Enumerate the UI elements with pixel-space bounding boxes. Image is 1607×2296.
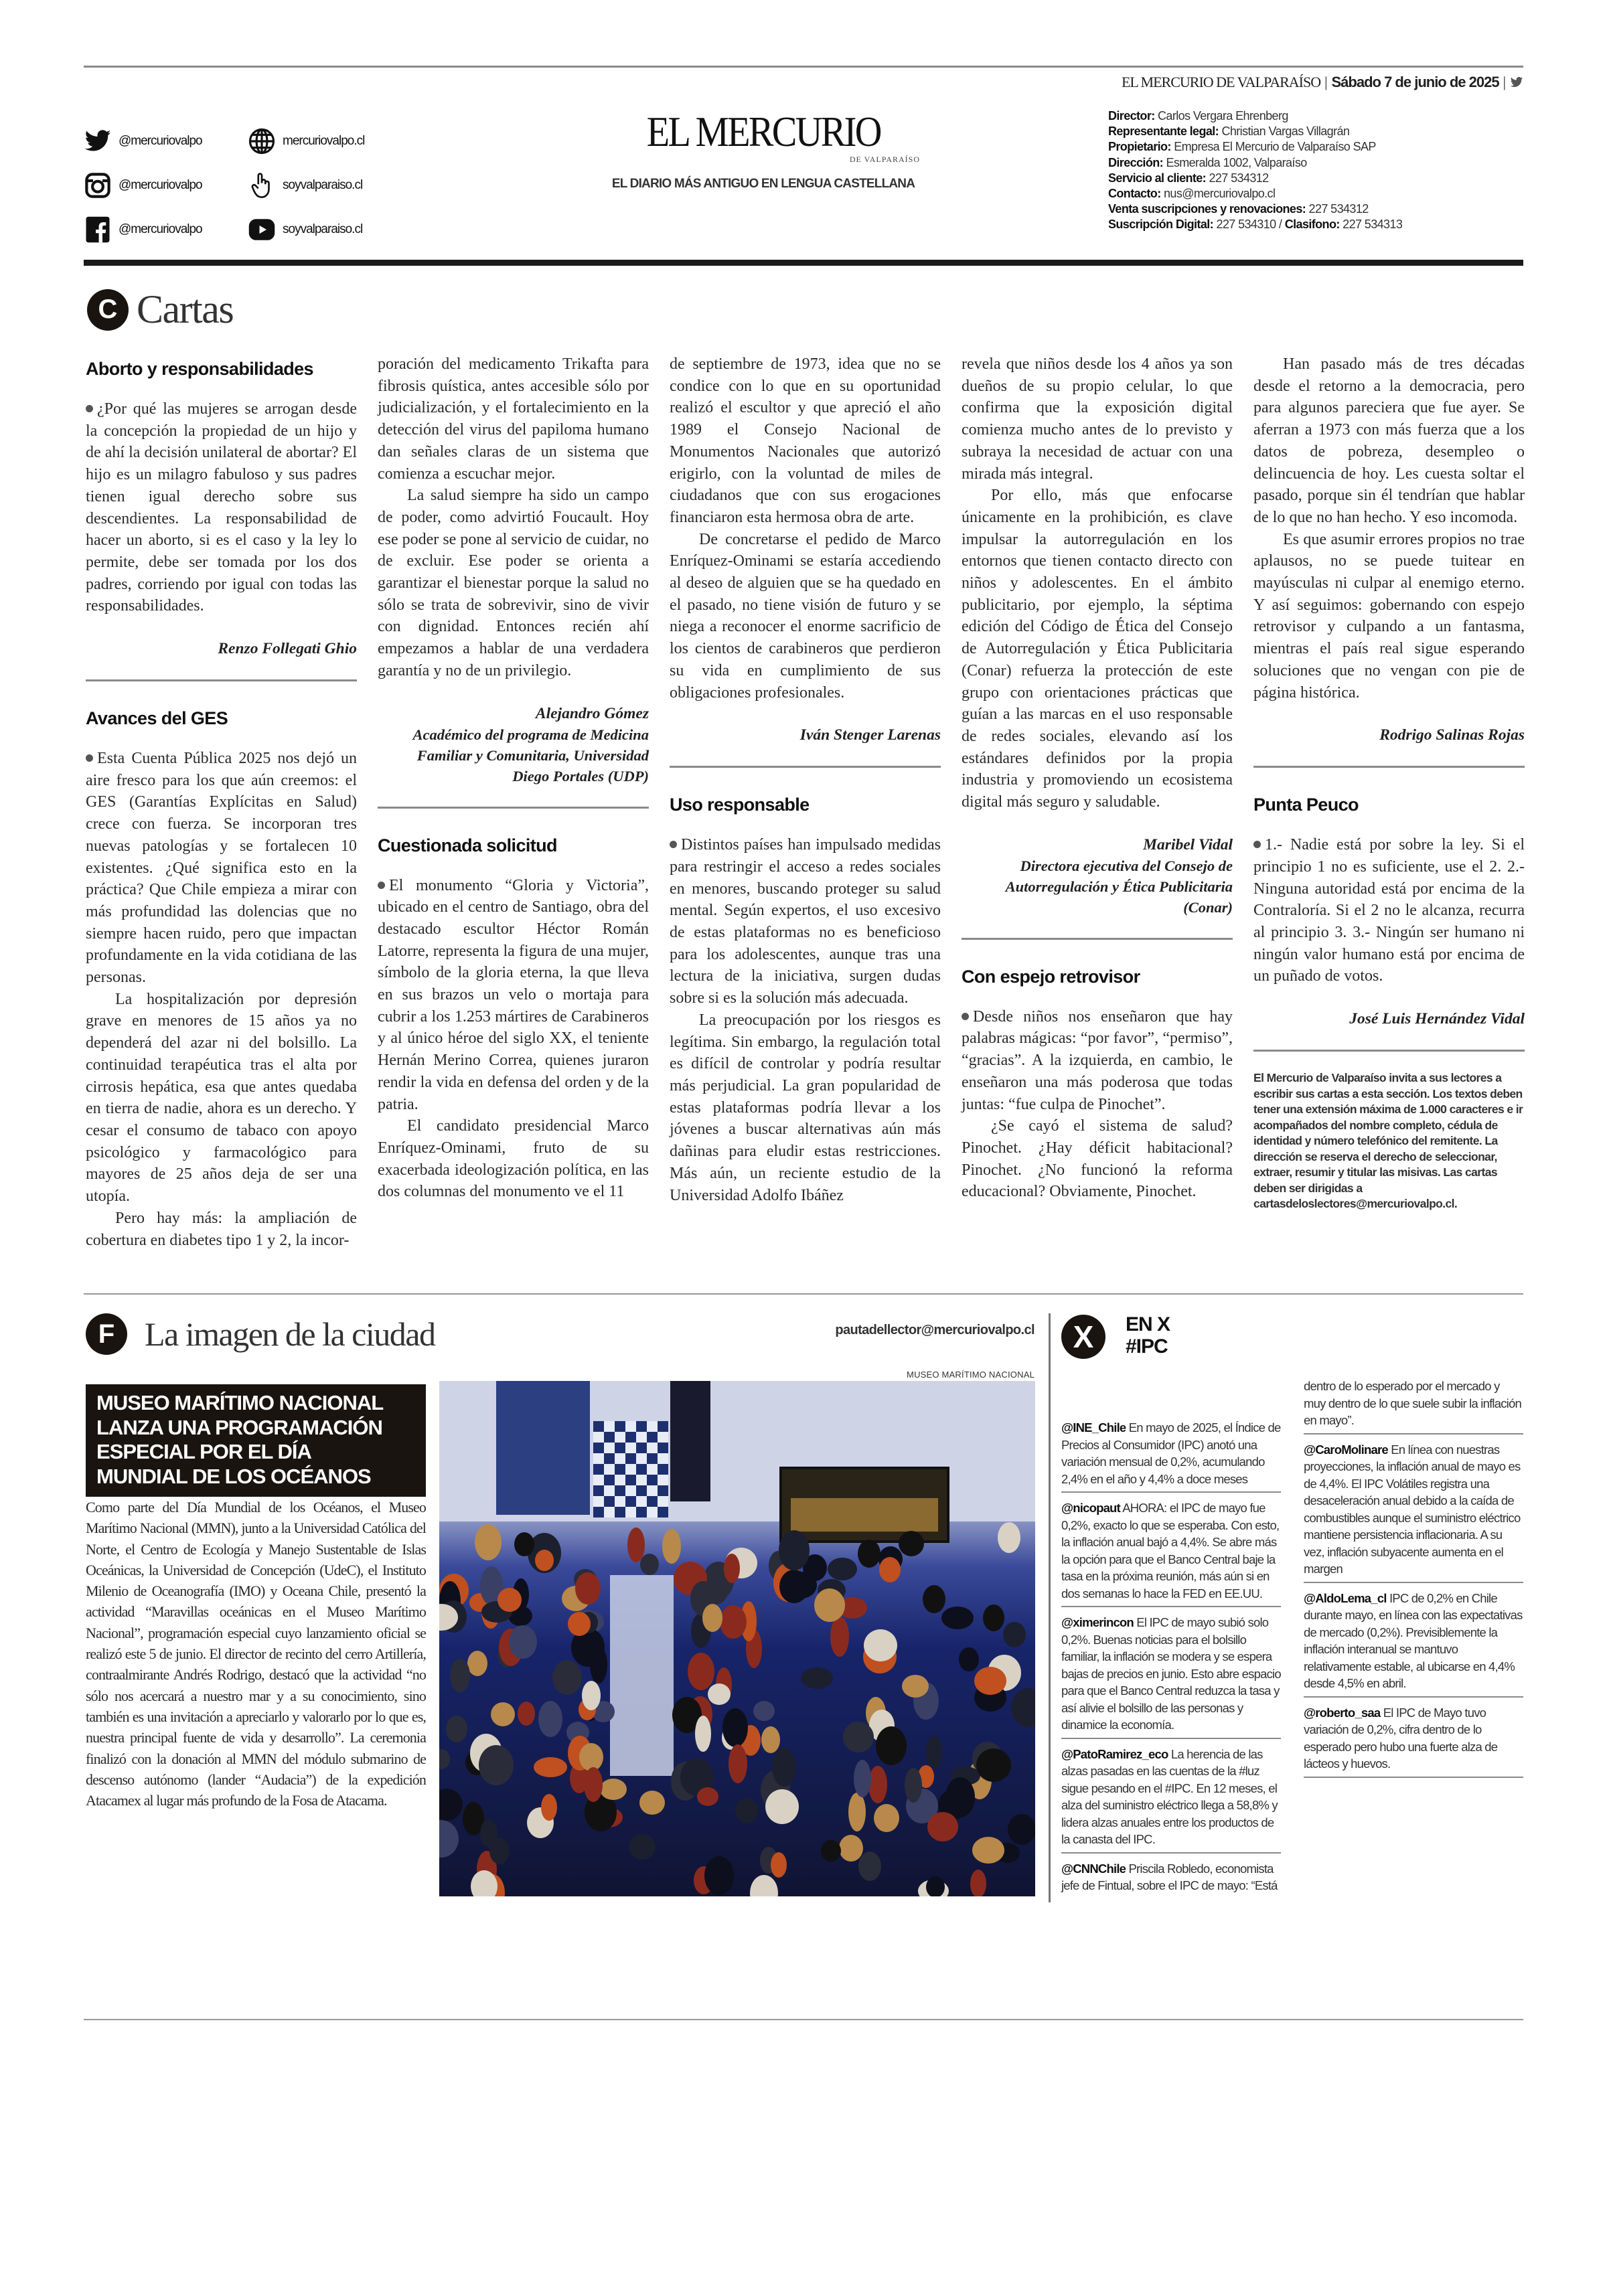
tweet-text: En línea con nuestras proyecciones, la inflación anual de mayo es de 4,4%. El IPC Volátiles registra una desaceleración anual debido a la caída de combustibles aunque el suministro eléctrico mantiene persistencia inflacionaria. A su vez, inflación subyacente aumenta en el margen — [1304, 1442, 1521, 1576]
author-name: José Luis Hernández Vidal — [1349, 1010, 1525, 1028]
masthead-line — [1108, 186, 1402, 201]
photo-banner — [496, 1381, 590, 1515]
tweet-text: El IPC de Mayo tuvo variación de 0,2%, cifra dentro de lo esperado pero hubo una fuerte alza de lácteos y huevos. — [1304, 1705, 1498, 1771]
masthead-value: 227 534313 — [1343, 218, 1403, 232]
twitter-link[interactable] — [84, 127, 202, 155]
tweet — [1061, 1611, 1281, 1739]
facebook-icon — [84, 216, 112, 244]
en-x-hashtag: #IPC — [1126, 1335, 1168, 1358]
masthead-value: Esmeralda 1002, Valparaíso — [1166, 155, 1307, 169]
masthead-label: Servicio al cliente: — [1108, 171, 1207, 185]
top-rule — [84, 66, 1523, 68]
letter-paragraph: La preocupación por los riesgos es legítima. Sin embargo, la regulación total es difícil de controlar y podría resultar más perjudicial. La gran popularidad de estas plataformas podría llevar a los jóvenes a buscar alternativas aún más dañinas para eludir estas restricciones. Más aún, un reciente estudio de la Universidad Adolfo Ibáñez — [670, 1011, 941, 1204]
letter-signature — [1253, 1009, 1525, 1030]
letter-paragraph: La salud siempre ha sido un campo de poder, como advirtió Foucault. Hoy ese poder se pone al servicio de cuidar, no de excluir. Ese poder se orienta a garantizar el bienestar porque la salud no sólo se trata de sobrevivir, sino de vivir con dignidad. Entonces recién ahí empezamos a hablar de una verdadera garantía y no de un privilegio. — [378, 487, 649, 679]
tweet-handle[interactable]: @AldoLema_cl — [1304, 1590, 1387, 1605]
masthead-value: Carlos Vergara Ehrenberg — [1158, 109, 1288, 122]
letter-paragraph: ¿Se cayó el sistema de salud? Pinochet. ¿Hay déficit habitacional? Pinochet. ¿No funcionó la reforma educacional? Obviamente, Pinochet. — [962, 1117, 1233, 1201]
dateline-date: Sábado 7 de junio de 2025 — [1331, 74, 1499, 90]
instagram-icon — [84, 171, 112, 199]
instagram-link[interactable] — [84, 171, 202, 199]
letter-paragraph: Esta Cuenta Pública 2025 nos dejó un aire fresco para los que aún creemos: el GES (Garantías Explícitas en Salud) crece con fuerza. Se incorporan tres nuevas patologías y se fortalecen 10 existentes. ¿Qué significa esto en la práctica? Que Chile empieza a mirar con más profundidad las dolencias que no siempre hacen ruido, pero que impactan profundamente en la vida cotidiana de las personas. — [86, 748, 357, 989]
masthead-value: 227 534310 / — [1216, 218, 1282, 232]
letter-title: Cuestionada solicitud — [378, 835, 557, 855]
letter-signature — [1253, 725, 1525, 746]
logo-subtitle: DE VALPARAÍSO — [849, 155, 920, 164]
masthead-label: Propietario: — [1108, 140, 1171, 154]
youtube-link[interactable] — [248, 216, 362, 244]
museum-event-photo — [439, 1381, 1035, 1896]
letter-title: Uso responsable — [670, 795, 810, 815]
masthead-value: 227 534312 — [1209, 171, 1269, 185]
letter-signature — [86, 639, 357, 659]
masthead-line — [1108, 155, 1402, 171]
tweet — [1061, 1497, 1281, 1607]
letter-paragraph: De concretarse el pedido de Marco Enríquez-Ominami se estaría accediendo al deseo de alguien que se ha quedado en el pasado, no tiene visión de futuro y se niega a reconocer el enorme sacrificio de los cientos de carabineros que perdieron su vida en cumplimiento de sus obligaciones profesionales. — [670, 530, 941, 702]
author-name: Alejandro Gómez — [535, 704, 649, 722]
tweet — [1304, 1439, 1523, 1583]
hand-pointer-icon — [248, 171, 276, 199]
soyvalparaiso-link[interactable] — [248, 171, 362, 199]
letter-paragraph: El candidato presidencial Marco Enríquez-Ominami, fruto de su exacerbada ideologización política, en las dos columnas del monumento ve el 11 — [378, 1117, 649, 1201]
author-name: Rodrigo Salinas Rojas — [1379, 726, 1525, 744]
tweet — [1304, 1702, 1523, 1778]
letters-column — [1253, 353, 1525, 1212]
globe-icon — [248, 127, 276, 155]
masthead-label: Director: — [1108, 109, 1155, 122]
headline-line: ESPECIAL POR EL DÍA — [96, 1440, 311, 1463]
letter-paragraph: El monumento “Gloria y Victoria”, ubicado en el centro de Santiago, obra del destacado escultor Héctor Román Latorre, representa la figura de una mujer, símbolo de la gloria eterna, la que lleva en sus brazos un velo o mortaja para cubrir a los 1.253 mártires de Carabineros y al único héroe del siglo XX, el teniente Hernán Merino Correa, quienes juraron rendir la vida en defensa del orden y de la patria. — [378, 875, 649, 1116]
masthead-value: Empresa El Mercurio de Valparaíso SAP — [1174, 140, 1376, 154]
tweet-handle[interactable]: @PatoRamirez_eco — [1061, 1746, 1168, 1761]
photo-ship-model — [791, 1498, 938, 1532]
masthead-label: Venta suscripciones y renovaciones: — [1108, 202, 1306, 216]
tweet-handle[interactable]: @roberto_saa — [1304, 1705, 1381, 1720]
letter-title: Aborto y responsabilidades — [86, 359, 313, 379]
museum-article-body: Como parte del Día Mundial de los Océanos, el Museo Marítimo Nacional (MMN), junto a la Universidad Católica del Norte, el Centro de Ecología y Manejo Sustentable de Islas Oceánicas, la Universidad de Concepción (UdeC), el Instituto Milenio de Oceanografía (IMO) y Oceana Chile, presentó la actividad “Maravillas oceánicas en el Museo Marítimo Nacional”, programación especial cuyo lanzamiento oficial se realizó este 5 de junio. El director de recinto del cerro Artillería, contraalmirante Andrés Rodrigo, destacó que la actividad “no sólo nos acercará a nuestro mar y a su conocimiento, sino también es una invitación a apreciarlo y valorarlo por lo que es, nuestra principal fuente de vida y desarrollo”. La ceremonia finalizó con la donación al MMN del módulo submarino de descenso autónomo (lander “Audacia”) de la expedición Atacamex al lugar más profundo de la Fosa de Atacama. — [86, 1499, 426, 1809]
letter-paragraph: Desde niños nos enseñaron que hay palabras mágicas: “por favor”, “permiso”, “gracias”. A la izquierda, en cambio, le enseñaron una más poderosa que todas juntas: “fue culpa de Pinochet”. — [962, 1006, 1233, 1116]
author-name: Maribel Vidal — [1143, 835, 1233, 853]
letter-paragraph: de septiembre de 1973, idea que no se condice con lo que en su oportunidad realizó el escultor y que apreció el año 1989 el Consejo Nacional de Monumentos Nacionales que autorizó erigirlo, con la voluntad de miles de ciudadanos que con sus erogaciones financiaron esta hermosa obra de arte. — [670, 355, 941, 526]
en-x-header — [1061, 1313, 1170, 1359]
letter-paragraph: 1.- Nadie está por sobre la ley. Si el principio 1 no es suficiente, use el 2. 2.- Ninguna autoridad está por encima de la Contraloría. Si el 2 no le alcanza, recurra al principio 3. 3.- Ningún ser humano ni ningún valor humano está por encima de un puñado de votos. — [1253, 834, 1525, 987]
letter-title: Punta Peuco — [1253, 795, 1359, 815]
social-label: @mercuriovalpo — [119, 178, 202, 192]
masthead-label: Representante legal: — [1108, 125, 1219, 139]
headline-line: MUNDIAL DE LOS OCÉANOS — [96, 1464, 371, 1488]
contact-email[interactable]: nus@mercuriovalpo.cl — [1164, 187, 1276, 201]
masthead-label: Suscripción Digital: — [1108, 218, 1214, 232]
masthead-label: Clasifono: — [1284, 218, 1340, 232]
masthead-line — [1108, 201, 1402, 217]
author-name: Iván Stenger Larenas — [799, 726, 941, 744]
author-affiliation: Académico del programa de Medicina Familiar y Comunitaria, Universidad Diego Portales (UDP) — [412, 726, 649, 785]
letter-divider — [1253, 1050, 1525, 1052]
letter-divider — [670, 766, 941, 768]
social-label: @mercuriovalpo — [119, 134, 202, 148]
logo-title: EL MERCURIO — [646, 108, 881, 155]
tweet — [1304, 1587, 1523, 1698]
separator: | — [1503, 74, 1506, 90]
letters-submission-note: El Mercurio de Valparaíso invita a sus lectores a escribir sus cartas a esta sección. Los textos deben tener una extensión máxima de 1.000 caracteres e ir acompañados del nombre completo, cédula de identidad y número telefónico del remitente. La dirección se reserva el derecho de seleccionar, extraer, resumir y titular las misivas. Las cartas deben ser dirigidas a cartasdeloslectores@mercuriovalpo.cl. — [1253, 1071, 1523, 1211]
section-letter-icon: C — [87, 289, 129, 331]
bottom-rule — [84, 2019, 1523, 2020]
author-affiliation: Directora ejecutiva del Consejo de Autorregulación y Ética Publicitaria (Conar) — [1005, 857, 1233, 916]
header-rule — [84, 260, 1523, 266]
column-divider — [1049, 1313, 1051, 1902]
tweet-text: IPC de 0,2% en Chile durante mayo, en línea con las expectativas de mercado (0,2%). Previsiblemente la inflación interanual se mantuvo relativamente estable, al ubicarse en 4,4% desde 4,5% en abril. — [1304, 1590, 1523, 1690]
tweet-text: Priscila Robledo, economista jefe de Fintual, sobre el IPC de mayo: “Está dentro de lo esperado por el mercado y muy dentro de lo que suele subir la inflación en mayo”. — [1061, 1379, 1521, 1892]
letter-title: Con espejo retrovisor — [962, 966, 1140, 987]
twitter-icon — [84, 127, 112, 155]
facebook-link[interactable] — [84, 216, 202, 244]
tagline: EL DIARIO MÁS ANTIGUO EN LENGUA CASTELLANA — [611, 177, 915, 191]
letter-divider — [378, 807, 649, 809]
letters-column — [86, 353, 357, 1251]
letter-paragraph: Pero hay más: la ampliación de cobertura en diabetes tipo 1 y 2, la incor- — [86, 1209, 357, 1249]
section-title: Cartas — [137, 287, 234, 331]
tweets-list — [1061, 1378, 1523, 1906]
tweet-handle[interactable]: @CaroMolinare — [1304, 1442, 1388, 1457]
author-name: Renzo Follegati Ghio — [218, 640, 357, 658]
imagen-section-header — [86, 1313, 435, 1355]
social-label: mercuriovalpo.cl — [283, 134, 365, 148]
headline-line: LANZA UNA PROGRAMACIÓN — [96, 1415, 382, 1439]
masthead-value: 227 534312 — [1308, 202, 1369, 216]
letter-signature — [962, 835, 1233, 918]
letter-paragraph: Han pasado más de tres décadas desde el retorno a la democracia, pero para algunos pareciera que fue ayer. Se aferran a 1973 con más fuerza que a los datos de pobreza, desempleo o delincuencia de hoy. Les cuesta soltar el pasado, porque sin él tendrían que hablar de lo que no han hecho. Y eso incomoda. — [1253, 355, 1525, 526]
section-title: La imagen de la ciudad — [145, 1315, 435, 1353]
cartas-section-header — [87, 286, 233, 333]
tweet-handle[interactable]: @ximerincon — [1061, 1615, 1134, 1629]
headline-line: MUSEO MARÍTIMO NACIONAL — [96, 1391, 384, 1414]
masthead-line — [1108, 217, 1402, 232]
section-letter-icon: F — [86, 1313, 127, 1355]
photo-scene — [439, 1381, 1035, 1896]
social-label: soyvalparaiso.cl — [283, 222, 363, 236]
photo-lander — [610, 1575, 674, 1776]
letter-paragraph: Es que asumir errores propios no trae aplausos, no se puede tuitear en mayúsculas ni culpar al enemigo eterno. Y así seguimos: gobernando con espejo retrovisor y culpando a un fantasma, mientras el país real sigue esperando soluciones que no vengan con pie de página histórica. — [1253, 530, 1525, 702]
letters-column — [962, 353, 1233, 1203]
photo-crowd — [439, 1522, 1035, 1896]
letter-divider — [86, 679, 357, 681]
letter-divider — [962, 938, 1233, 940]
dateline-paper-name: EL MERCURIO DE VALPARAÍSO — [1121, 74, 1321, 90]
social-label: soyvalparaiso.cl — [283, 178, 363, 192]
newspaper-logo — [603, 108, 924, 164]
tweet-handle[interactable]: @nicopaut — [1061, 1501, 1120, 1515]
letter-signature — [378, 704, 649, 787]
photo-backdrop — [593, 1421, 668, 1518]
masthead-line — [1108, 139, 1402, 155]
letters-column — [378, 353, 649, 1203]
dateline — [1122, 74, 1523, 91]
masthead-line — [1108, 108, 1402, 124]
masthead-value: Christian Vargas Villagrán — [1221, 125, 1350, 139]
en-x-title — [1126, 1313, 1170, 1358]
youtube-icon — [248, 216, 276, 244]
letter-paragraph: poración del medicamento Trikafta para fibrosis quística, antes accesible sólo por judicialización, y el fortalecimiento en la detección del virus del papiloma humano dan señales claras de un sistema que comienza a escuchar mejor. — [378, 355, 649, 483]
museum-headline — [86, 1384, 426, 1497]
letter-paragraph: ¿Por qué las mujeres se arrogan desde la concepción la propiedad de un hijo y de ahí la decisión unilateral de abortar? El hijo es un milagro fabuloso y sus padres tienen igual derecho sobre sus descendientes. La responsabilidad de hacer un aborto, si es el caso y la ley lo permite, debe ser tomada por los dos padres, corriendo por igual con todas las responsabilidades. — [86, 398, 357, 617]
masthead-info — [1108, 108, 1402, 233]
masthead-label: Dirección: — [1108, 155, 1164, 169]
social-label: @mercuriovalpo — [119, 222, 202, 236]
letter-paragraph: La hospitalización por depresión grave en menores de 15 años ya no dependerá del azar ni del bolsillo. La continuidad terapéutica tras el alta por cirrosis hepática, esa que antes quedaba en tierra de nadie, ahora es un derecho. Y cesar el consumo de tabaco con apoyo psicológico y farmacológico para mayores de 25 años deja de ser una utopía. — [86, 990, 357, 1206]
tweet-text: El IPC de mayo subió solo 0,2%. Buenas noticias para el bolsillo familiar, la inflación se modera y se espera bajas de precios en junio. Esto abre espacio para que el Banco Central reduzca la tasa y así alivie el bolsillo de las personas y dinamice la economía. — [1061, 1615, 1281, 1732]
letter-paragraph: Por ello, más que enfocarse únicamente en la prohibición, es clave impulsar la autorregulación en los entornos que tienen contacto directo con niños y adolescentes. En el ámbito publicitario, por ejemplo, la séptima edición del Código de Ética del Consejo de Autorregulación y Ética Publicitaria (Conar) refuerza la protección de este grupo con orientaciones prácticas que guían a las marcas en el uso responsable de redes sociales, elevando así los estándares definidos por la propia industria y promoviendo un ecosistema digital más seguro y saludable. — [962, 487, 1233, 811]
en-x-title-line: EN X — [1126, 1313, 1170, 1335]
tweet-text: En mayo de 2025, el Índice de Precios al Consumidor (IPC) anotó una variación mensual de 0,2%, acumulando 2,4% en el año y 4,4% a doce meses — [1061, 1420, 1281, 1486]
tweet — [1061, 1416, 1281, 1493]
masthead-line — [1108, 124, 1402, 139]
tweet-handle[interactable]: @INE_Chile — [1061, 1420, 1126, 1434]
masthead-line — [1108, 171, 1402, 186]
photo-credit: MUSEO MARÍTIMO NACIONAL — [907, 1370, 1035, 1380]
letter-signature — [670, 725, 941, 746]
section-divider — [84, 1293, 1523, 1295]
separator: | — [1324, 74, 1328, 90]
tweet-text: La herencia de las alzas pasadas en las cuentas de la #luz sigue pesando en el #IPC. En 12 meses, el alza del suministro eléctrico llega a 58,8% y lidera alzas anuales entre los productos de la canasta del IPC. — [1061, 1746, 1278, 1846]
twitter-icon — [1510, 76, 1523, 89]
letter-divider — [1253, 766, 1525, 768]
tweet — [1061, 1743, 1281, 1854]
photo-doorway — [670, 1381, 710, 1501]
x-logo-icon: X — [1061, 1315, 1105, 1359]
tweet-text: AHORA: el IPC de mayo fue 0,2%, exacto lo que se esperaba. Con esto, la inflación anual bajó a 4,4%. Se abre más la opción para que el Banco Central baje la tasa en la próxima reunión, más aún si en dos semanas lo hace la FED en EE.UU. — [1061, 1501, 1280, 1601]
website-link[interactable] — [248, 127, 364, 155]
masthead-label: Contacto: — [1108, 187, 1161, 201]
letter-title: Avances del GES — [86, 708, 228, 729]
letter-paragraph: Distintos países han impulsado medidas para restringir el acceso a redes sociales en menores, buscando proteger su salud mental. Según expertos, el uso excesivo de estas plataformas no es beneficioso para los adolescentes, aunque tras una lectura de la iniciativa, surgen dudas sobre si es la solución más adecuada. — [670, 834, 941, 1009]
letter-paragraph: revela que niños desde los 4 años ya son dueños de su propio celular, lo que confirma que la exposición digital comienza mucho antes de lo previsto y subraya la necesidad de actuar con una mirada más integral. — [962, 355, 1233, 483]
letters-column — [670, 353, 941, 1206]
reader-email-link[interactable]: pautadellector@mercuriovalpo.cl — [835, 1323, 1035, 1337]
tweet-handle[interactable]: @CNNChile — [1061, 1861, 1126, 1876]
